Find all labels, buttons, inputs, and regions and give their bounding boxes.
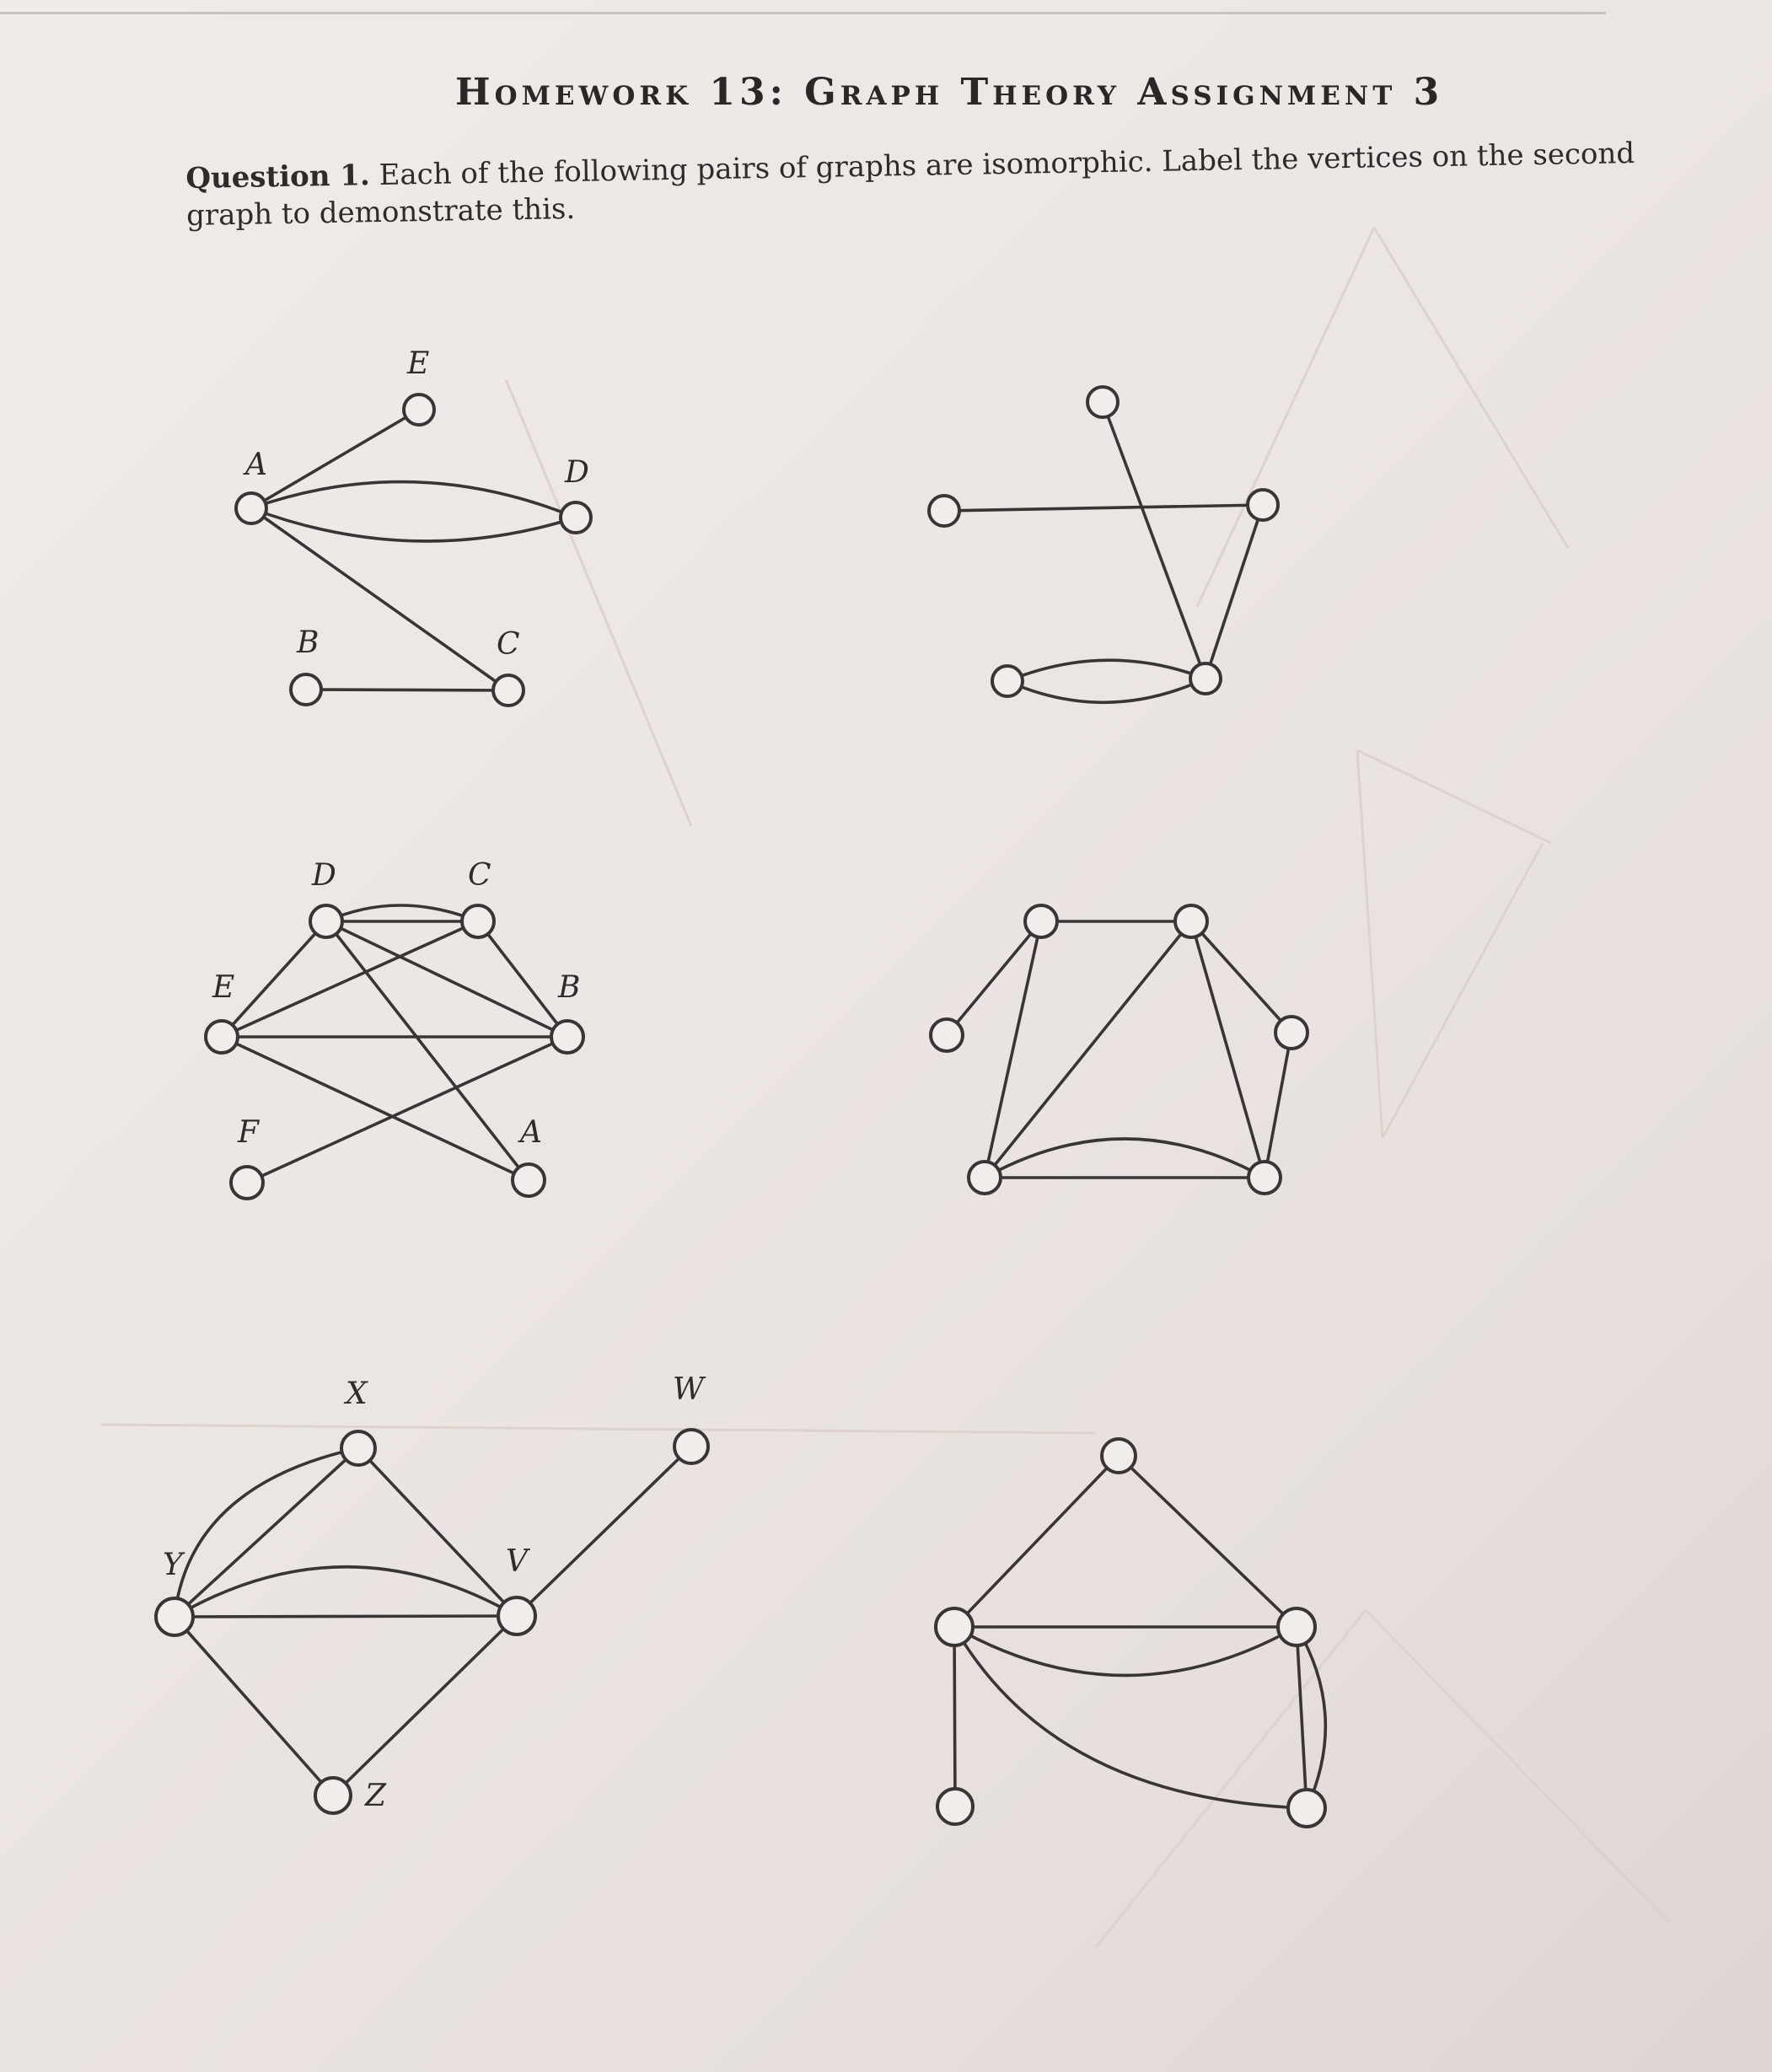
vertex-V xyxy=(498,1597,535,1635)
vertex-X xyxy=(341,1431,375,1465)
vertex-E xyxy=(206,1021,238,1053)
vertex-r1-1 xyxy=(1087,387,1118,417)
edge-r3-d xyxy=(954,1627,1297,1676)
edge-r3-e xyxy=(954,1627,1307,1808)
vertex-r1-3 xyxy=(1248,490,1278,520)
edge-V-Z xyxy=(333,1616,517,1796)
edge-Y-V-arc xyxy=(175,1567,517,1617)
edge-r3-f xyxy=(954,1627,955,1806)
edge-r2-d xyxy=(985,921,1191,1178)
vertex-C xyxy=(462,905,494,937)
vertex-r3-4 xyxy=(937,1789,973,1824)
edge-r1-a xyxy=(944,505,1263,511)
label-E: E xyxy=(212,970,235,1005)
label-Y: Y xyxy=(163,1548,183,1582)
vertex-r1-5 xyxy=(1190,663,1221,694)
edge-C-B xyxy=(478,921,567,1037)
edge-r1-e xyxy=(1007,679,1205,702)
edge-r2-i xyxy=(985,1139,1265,1178)
edge-F-B xyxy=(247,1037,567,1183)
vertex-r2-3 xyxy=(931,1019,963,1051)
label-D: D xyxy=(565,455,589,490)
edge-D-C-arc xyxy=(326,905,478,921)
vertex-E xyxy=(404,395,434,425)
label-B: B xyxy=(558,970,581,1005)
edge-r2-b xyxy=(947,921,1041,1035)
label-B: B xyxy=(297,625,319,660)
graph-2-left xyxy=(206,858,583,1199)
label-F: F xyxy=(238,1115,259,1150)
vertex-B xyxy=(551,1021,583,1053)
graph-3-left xyxy=(156,1372,708,1813)
vertex-A xyxy=(236,493,266,523)
vertex-B xyxy=(291,674,321,705)
label-V: V xyxy=(506,1544,528,1579)
edge-D-A xyxy=(326,921,529,1180)
vertex-Z xyxy=(315,1778,351,1813)
question-body: Each of the following pairs of graphs are isomorphic. Label the vertices on the second graph to demonstrate this. xyxy=(185,137,1635,233)
edge-r1-d xyxy=(1007,660,1205,681)
edge-r3-a xyxy=(954,1456,1119,1627)
vertex-r1-4 xyxy=(992,666,1023,696)
vertex-C xyxy=(493,675,524,706)
label-D: D xyxy=(312,858,336,893)
vertex-r1-2 xyxy=(929,496,959,526)
vertex-r3-3 xyxy=(1278,1608,1315,1645)
edge-E-A xyxy=(222,1037,529,1180)
edge-Y-Z xyxy=(175,1617,333,1796)
label-C: C xyxy=(497,627,520,662)
label-E: E xyxy=(407,346,430,381)
label-Z: Z xyxy=(365,1779,387,1813)
edge-A-D-lower xyxy=(251,508,576,541)
edge-A-D-upper xyxy=(251,482,576,518)
graph-3-right xyxy=(936,1439,1325,1827)
page-title: Homework 13: Graph Theory Assignment 3 xyxy=(455,71,1444,114)
graph-2-right xyxy=(931,905,1308,1194)
edge-r3-g xyxy=(1297,1627,1307,1808)
edge-r3-b xyxy=(1119,1456,1297,1627)
label-W: W xyxy=(673,1372,705,1407)
edge-X-V xyxy=(358,1448,517,1616)
label-X: X xyxy=(346,1377,368,1411)
vertex-F xyxy=(231,1167,263,1199)
vertex-r3-2 xyxy=(936,1608,973,1645)
question-label: Question 1. xyxy=(185,158,371,196)
edge-D-E xyxy=(222,921,326,1037)
edge-V-W xyxy=(517,1447,691,1616)
vertex-r2-4 xyxy=(1275,1017,1308,1049)
vertex-r3-1 xyxy=(1102,1439,1136,1473)
edge-r1-c xyxy=(1205,505,1263,679)
graph-1-left xyxy=(236,346,591,706)
edge-D-B xyxy=(326,921,567,1037)
vertex-r2-1 xyxy=(1025,905,1057,937)
edge-A-E xyxy=(251,410,419,508)
vertex-Y xyxy=(156,1598,193,1635)
label-A: A xyxy=(245,448,267,482)
edge-Y-V xyxy=(175,1616,517,1617)
vertex-A xyxy=(513,1164,545,1196)
label-A: A xyxy=(520,1115,542,1150)
edge-r2-g xyxy=(1265,1033,1291,1178)
vertex-W xyxy=(674,1430,708,1463)
edge-C-E xyxy=(222,921,478,1037)
vertex-r2-2 xyxy=(1175,905,1207,937)
vertex-D xyxy=(310,905,342,937)
edge-r2-c xyxy=(985,921,1041,1178)
vertex-D xyxy=(561,502,591,533)
vertex-r2-5 xyxy=(969,1162,1001,1194)
vertex-r3-5 xyxy=(1288,1790,1325,1827)
edge-Y-X xyxy=(175,1448,358,1617)
edge-r1-b xyxy=(1103,402,1205,679)
vertex-r2-6 xyxy=(1248,1162,1281,1194)
edge-A-C xyxy=(251,508,508,690)
label-C: C xyxy=(468,858,491,893)
